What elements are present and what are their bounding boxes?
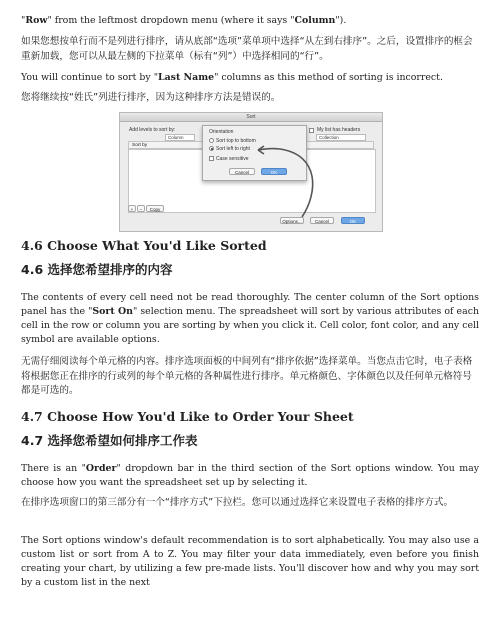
dialog-ok-button: OK xyxy=(341,217,365,224)
intro-paragraph-2: You will continue to sort by "Last Name" columns as this method of sorting is incorrect. xyxy=(21,72,443,83)
headers-label: My list has headers xyxy=(317,127,361,133)
section-4-7-paragraph: There is an "Order" dropdown bar in the third section of the Sort options window. You may choose how you want the spreadsheet set up by selecting it. xyxy=(21,463,480,488)
dialog-title: Sort xyxy=(120,113,382,122)
sort-dialog-screenshot xyxy=(119,112,383,232)
options-button: Options... xyxy=(280,217,304,224)
copy-level-button: Copy xyxy=(146,205,164,212)
collection-dropdown: Collection xyxy=(316,134,366,141)
section-4-7-paragraph-2: The Sort options window's default recommendation is to sort alphabetically. You may also use a custom list or sort from A to Z. You may filter your data immediately, even before you finish creating your chart, by utilizing a few pre-made lists. You'll discover how and why you may sort by a custom list in the next xyxy=(21,535,479,588)
section-4-7-paragraph-zh: 在排序选项窗口的第三部分有一个“排序方式”下拉栏。您可以通过选择它来设置电子表格的排序方式。 xyxy=(21,497,454,508)
left-right-label: Sort left to right xyxy=(216,146,250,152)
section-4-6-paragraph-zh: 无需仔细阅读每个单元格的内容。排序选项面板的中间列有“排序依据”选择菜单。当您点击它时，电子表格将根据您正在排序的行或列的每个单元格的各种属性进行排序。单元格颜色、字体颜色以及任何单元格符号都是可选的。 xyxy=(21,356,473,396)
dialog-cancel-button: Cancel xyxy=(310,217,334,224)
column-dropdown: Column xyxy=(165,134,195,141)
order-keyword: Order xyxy=(85,463,117,474)
top-bottom-label: Sort top to bottom xyxy=(216,138,256,144)
intro-paragraph-2-zh: 您将继续按“姓氏”列进行排序，因为这种排序方法是错误的。 xyxy=(21,92,281,103)
last-name-keyword: Last Name xyxy=(158,72,215,83)
section-4-7-heading: 4.7 Choose How You'd Like to Order Your Sheet xyxy=(21,409,354,424)
case-sensitive-label: Case sensitive xyxy=(216,156,249,162)
column-keyword: Column xyxy=(294,15,336,26)
section-4-6-heading-zh: 4.6 选择您希望排序的内容 xyxy=(21,262,173,277)
popup-ok-button: OK xyxy=(261,168,287,175)
add-level-button: + xyxy=(128,205,136,212)
section-4-6-heading: 4.6 Choose What You'd Like Sorted xyxy=(21,238,267,253)
intro-paragraph-1-zh: 如果您想按单行而不是列进行排序，请从底部“选项”菜单项中选择“从左到右排序”。之后，设置排序的框会重新加载，您可以从最左侧的下拉菜单（标有“列”）中选择相同的“行”。 xyxy=(21,36,473,62)
intro-paragraph-1: "Row" from the leftmost dropdown menu (where it says "Column"). xyxy=(21,15,347,26)
popup-cancel-button: Cancel xyxy=(229,168,255,175)
remove-level-button: − xyxy=(137,205,145,212)
sort-by-header: Sort by xyxy=(128,141,374,149)
section-4-7-heading-zh: 4.7 选择您希望如何排序工作表 xyxy=(21,433,198,448)
section-4-6-paragraph: The contents of every cell need not be read thoroughly. The center column of the Sort options panel has the "Sort On" selection menu. The spreadsheet will sort by various attributes of each cell in the row or column you are sorting by when you click it. Cell color, font color, and any cell symbol are available options. xyxy=(21,292,479,345)
row-keyword: Row xyxy=(25,15,48,26)
add-levels-label: Add levels to sort by: xyxy=(129,127,176,133)
sort-on-keyword: Sort On xyxy=(92,306,133,317)
arrow-annotation xyxy=(120,113,382,231)
orientation-label: Orientation xyxy=(209,129,234,135)
